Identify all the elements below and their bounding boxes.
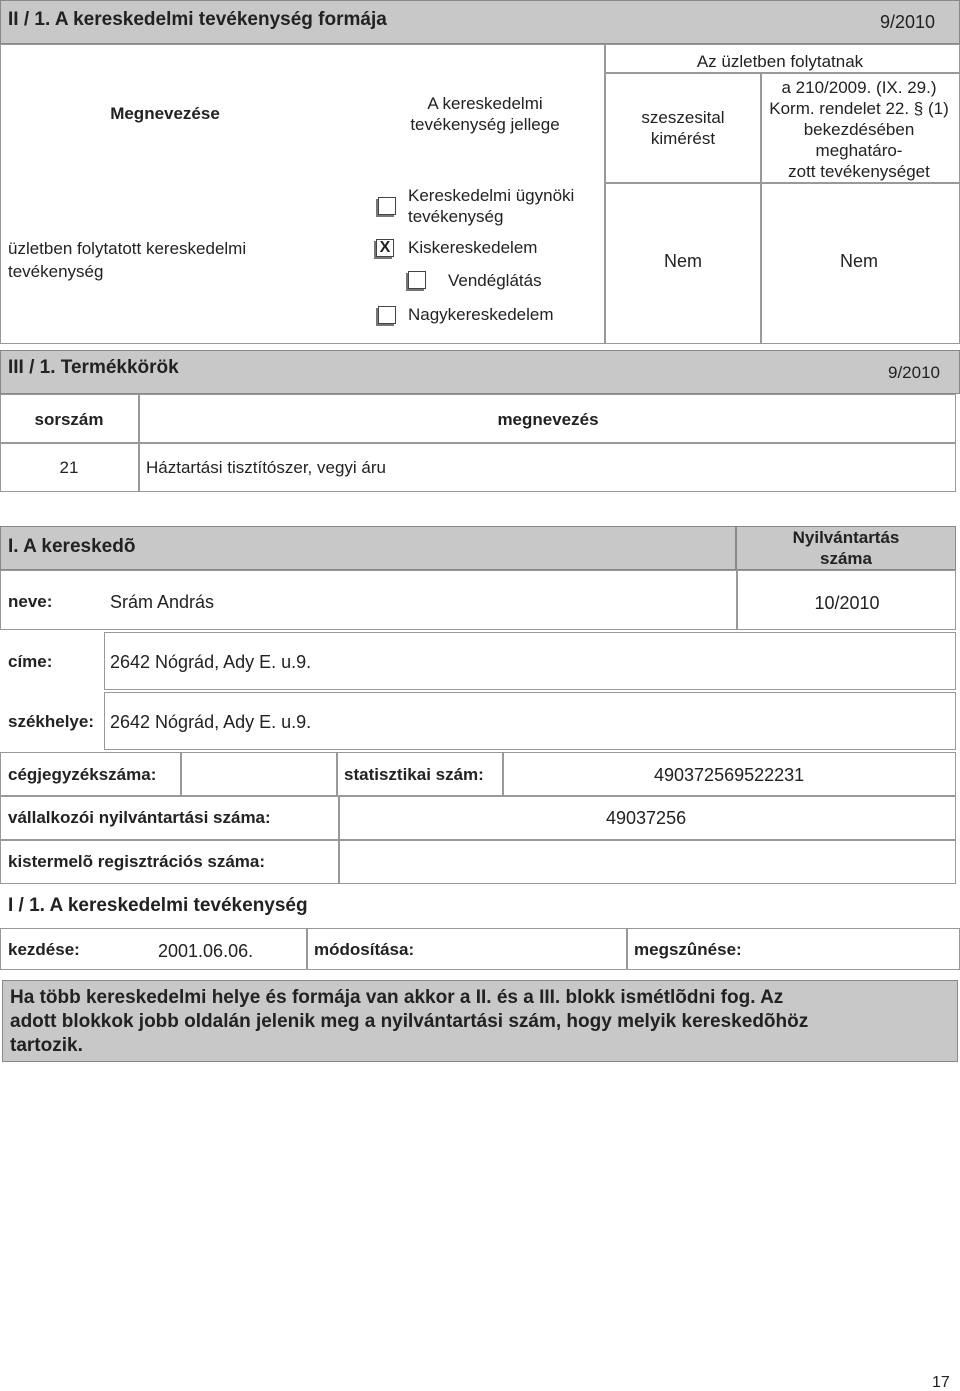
merchant-title: I. A kereskedõ [8, 536, 136, 557]
checkbox-wholesale[interactable] [378, 306, 396, 324]
activity-value: Nem [839, 251, 878, 271]
section-3-title: III / 1. Termékkörök [8, 357, 179, 378]
column-header-character-2: tevékenység jellege [410, 115, 560, 134]
column-header-activity-4: meghatáro- [815, 141, 903, 160]
column-header-activity-1: a 210/2009. (IX. 29.) [781, 78, 937, 97]
address-label: címe: [8, 652, 53, 671]
name-value: Srám András [110, 592, 215, 612]
reg-value: 10/2010 [814, 593, 880, 613]
divider [502, 752, 504, 796]
note-line-3: tartozik. [10, 1035, 83, 1056]
end-label: megszûnése: [634, 940, 742, 959]
check-label-wholesale: Nagykereskedelem [408, 305, 554, 324]
column-header-activity-5: zott tevékenységet [788, 162, 930, 181]
column-header-alcohol-1: szeszesital [641, 108, 725, 127]
stat-label: statisztikai szám: [344, 765, 484, 784]
column-header-product: megnevezés [497, 410, 599, 429]
divider [760, 72, 762, 344]
check-label-retail: Kiskereskedelem [408, 238, 538, 257]
product-num: 21 [59, 458, 79, 477]
entrepreneur-label: vállalkozói nyilvántartási száma: [8, 808, 271, 827]
product-name: Háztartási tisztítószer, vegyi áru [146, 458, 386, 477]
modify-label: módosítása: [314, 940, 415, 959]
company-label: cégjegyzékszáma: [8, 765, 157, 784]
alcohol-value: Nem [663, 251, 702, 271]
checkbox-hospitality[interactable] [408, 271, 426, 289]
entrepreneur-value: 49037256 [606, 808, 687, 828]
checkbox-agent[interactable] [378, 197, 396, 215]
divider [338, 840, 340, 884]
name-label: neve: [8, 592, 53, 611]
divider [306, 928, 308, 970]
divider [604, 44, 606, 344]
seat-value: 2642 Nógrád, Ady E. u.9. [110, 712, 312, 732]
divider [336, 752, 338, 796]
divider [604, 182, 960, 184]
reg-header-1: Nyilvántartás [792, 528, 900, 547]
check-label-agent-1: Kereskedelmi ügynöki [408, 186, 575, 205]
column-header-alcohol-2: kimérést [650, 129, 716, 148]
divider [626, 928, 628, 970]
checkbox-retail[interactable]: X [376, 239, 394, 257]
producer-label: kistermelõ regisztrációs száma: [8, 852, 266, 871]
column-header-name: Megnevezése [110, 104, 220, 123]
column-header-character-1: A kereskedelmi [427, 94, 543, 113]
divider [338, 796, 340, 840]
column-header-shop: Az üzletben folytatnak [696, 52, 864, 71]
section-3-date: 9/2010 [888, 363, 940, 382]
divider [0, 442, 956, 444]
section-2-date: 9/2010 [880, 12, 936, 32]
divider [180, 752, 182, 796]
section-2-title: II / 1. A kereskedelmi tevékenység formája [8, 9, 387, 30]
check-label-hospitality: Vendéglátás [448, 271, 542, 290]
start-value: 2001.06.06. [158, 941, 254, 961]
reg-header-2: száma [820, 549, 872, 568]
column-header-activity-3: bekezdésében [803, 120, 915, 139]
column-header-activity-2: Korm. rendelet 22. § (1) [769, 99, 949, 118]
start-label: kezdése: [8, 940, 80, 959]
note-line-1: Ha több kereskedelmi helye és formája van akkor a II. és a III. blokk ismétlõdni fog. Az [10, 987, 784, 1008]
seat-label: székhelye: [8, 712, 94, 731]
row-name-1: üzletben folytatott kereskedelmi [8, 239, 247, 258]
activity-dates-row [0, 928, 960, 970]
address-value: 2642 Nógrád, Ady E. u.9. [110, 652, 312, 672]
stat-value: 490372569522231 [654, 765, 805, 785]
column-header-num: sorszám [34, 410, 104, 429]
row-name-2: tevékenység [8, 262, 104, 281]
divider [604, 72, 960, 74]
activity-dates-title: I / 1. A kereskedelmi tevékenység [8, 895, 308, 916]
note-line-2: adott blokkok jobb oldalán jelenik meg a nyilvántartási szám, hogy melyik kereskedõhöz [10, 1011, 809, 1032]
page-number: 17 [932, 1374, 950, 1391]
check-label-agent-2: tevékenység [408, 207, 504, 226]
